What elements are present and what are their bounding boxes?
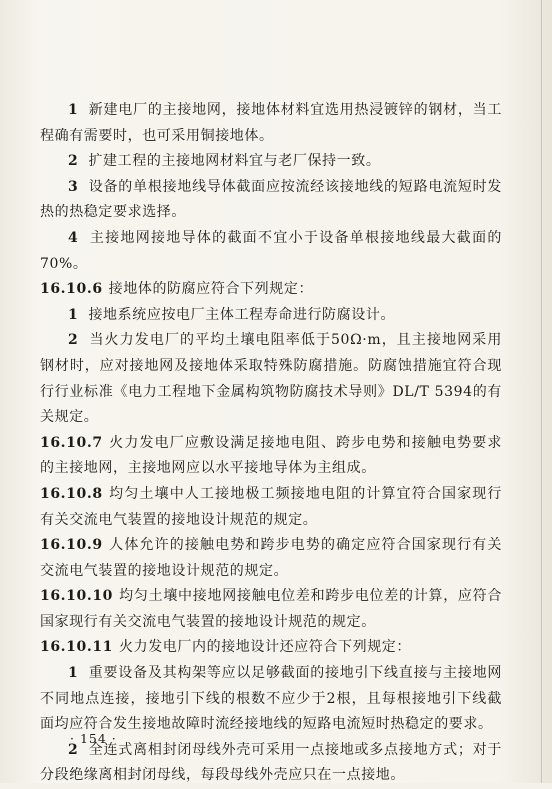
- clause-paragraph: 16.10.9 人体允许的接触电势和跨步电势的确定应符合国家现行有关交流电气装置的接地设计规范的规定。: [40, 537, 502, 579]
- clause-paragraph: 16.10.8 均匀土壤中人工接地极工频接地电阻的计算宜符合国家现行有关交流电气装置的接地设计规范的规定。: [40, 485, 502, 528]
- body-text: [40, 98, 502, 789]
- clause-paragraph: 16.10.7 火力发电厂应敷设满足接地电阻、跨步电势和接触电势要求的主接地网，主接地网应以水平接地导体为主组成。: [40, 434, 502, 477]
- clause-paragraph: 16.10.10 均匀土壤中接地网接触电位差和跨步电位差的计算，应符合国家现行有关交流电气装置的接地设计规范的规定。: [40, 588, 502, 630]
- list-item: 1 接地系统应按电厂主体工程寿命进行防腐设计。: [68, 306, 396, 323]
- list-item: 1 重要设备及其构架等应以足够截面的接地引下线直接与主接地网不同地点连接，接地引下线的根数不应少于2根，且每根接地引下线截面均应符合发生接地故障时流经接地线的短路电流短时热稳定的要求。: [40, 665, 502, 733]
- list-item: 1 新建电厂的主接地网，接地体材料宜选用热浸镀锌的钢材，当工程确有需要时，也可采用铜接地体。: [40, 102, 502, 144]
- list-item: 2 全连式离相封闭母线外壳可采用一点接地或多点接地方式；对于分段绝缘离相封闭母线，每段母线外壳应只在一点接地。: [40, 741, 502, 784]
- list-item: 3 设备的单根接地线导体截面应按流经该接地线的短路电流短时发热的热稳定要求选择。: [40, 178, 502, 221]
- clause-paragraph: 16.10.6 接地体的防腐应符合下列规定：: [40, 281, 314, 298]
- list-item: 2 扩建工程的主接地网材料宜与老厂保持一致。: [68, 153, 381, 170]
- list-item: 2 当火力发电厂的平均土壤电阻率低于50Ω·m，且主接地网采用钢材时，应对接地网及接地体采取特殊防腐措施。防腐蚀措施宜符合现行行业标准《电力工程地下金属构筑物防腐技术导则》DL/T 5394的有关规定。: [40, 332, 502, 426]
- page-edge-line: [541, 0, 542, 783]
- list-item: 4 主接地网接地导体的截面不宜小于设备单根接地线最大截面的70%。: [40, 229, 502, 272]
- page-number: · 154 ·: [70, 731, 117, 746]
- clause-paragraph: 16.10.11 火力发电厂内的接地设计还应符合下列规定：: [40, 639, 411, 656]
